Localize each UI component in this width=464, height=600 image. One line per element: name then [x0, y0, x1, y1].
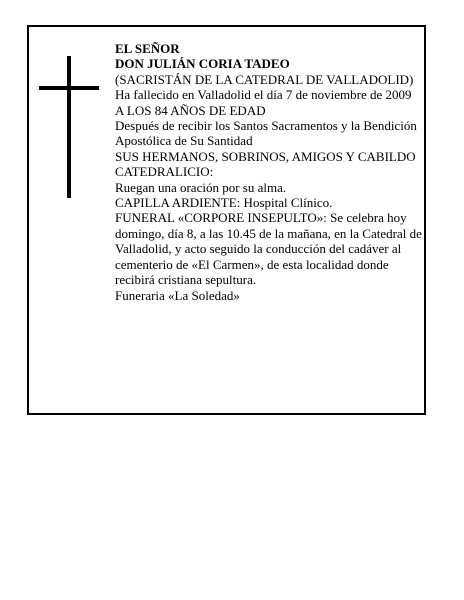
chapel-info: CAPILLA ARDIENTE: Hospital Clínico. — [115, 195, 333, 211]
age-statement: A LOS 84 AÑOS DE EDAD — [115, 102, 266, 118]
obituary-notice — [27, 25, 426, 415]
death-statement: Ha fallecido en Valladolid el día 7 de noviembre de 2009 — [115, 87, 412, 103]
funeral-home: Funeraria «La Soledad» — [115, 287, 240, 303]
funeral-info: FUNERAL «CORPORE INSEPULTO»: Se celebra hoy domingo, día 8, a las 10.45 de la mañana, en la Catedral de Valladolid, y acto seguido la conducción del cadáver al cementerio de «El Carmen», de esta localidad donde recibirá cristiana sepultura. — [115, 210, 422, 288]
deceased-role: (SACRISTÁN DE LA CATEDRAL DE VALLADOLID) — [115, 71, 414, 87]
deceased-name: DON JULIÁN CORIA TADEO — [115, 56, 290, 72]
notice-text — [115, 41, 423, 303]
mourners-statement: SUS HERMANOS, SOBRINOS, AMIGOS Y CABILDO CATEDRALICIO: — [115, 148, 416, 180]
sacraments-statement: Después de recibir los Santos Sacramentos y la Bendición Apostólica de Su Santidad — [115, 118, 417, 149]
cross-vertical-bar — [67, 56, 71, 198]
cross-icon — [39, 56, 99, 198]
notice-title: EL SEÑOR — [115, 41, 180, 56]
cross-horizontal-bar — [39, 86, 99, 90]
prayer-request: Ruegan una oración por su alma. — [115, 179, 287, 195]
